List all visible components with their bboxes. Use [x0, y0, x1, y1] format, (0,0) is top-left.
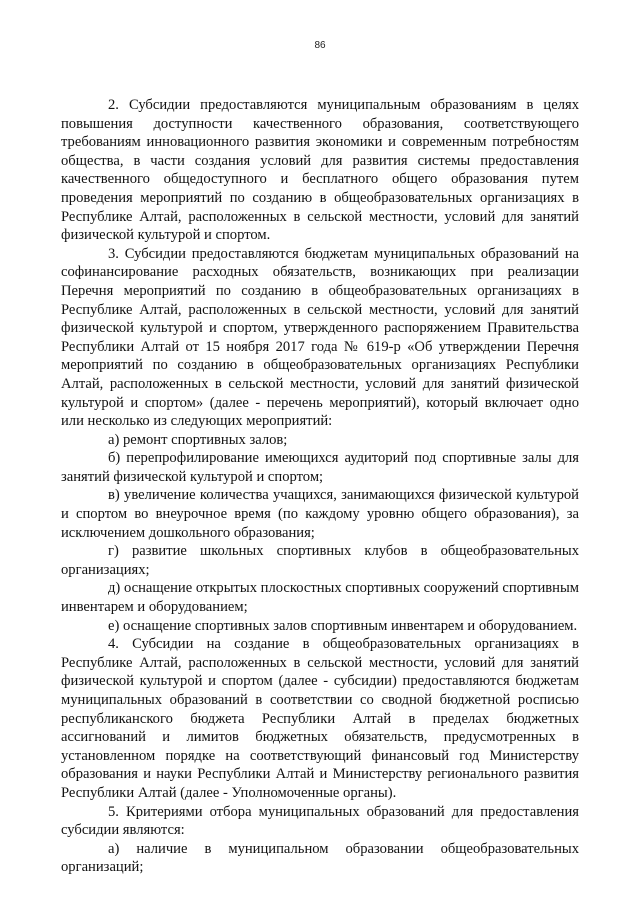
document-body: [61, 96, 579, 877]
list-item-e: е) оснащение спортивных залов спортивным инвентарем и оборудованием.: [108, 617, 578, 634]
paragraph-subsidy-purpose: 2. Субсидии предоставляются муниципальным образованиям в целях повышения доступности качественного образования, соответствующего требованиям инновационного развития экономики и современным потребностям общества, в части создания условий для развития системы предоставления качественного общедоступного и бесплатного общего образования путем проведения мероприятий по созданию в общеобразовательных организациях в Республике Алтай, расположенных в сельской местности, условий для занятий физической культурой и спортом.: [61, 97, 579, 244]
paragraph-selection-criteria: 5. Критериями отбора муниципальных образований для предоставления субсидии являются:: [61, 803, 579, 839]
paragraph-subsidy-budget: 4. Субсидии на создание в общеобразовательных организациях в Республике Алтай, расположенных в сельской местности, условий для занятий физической культурой и спортом (далее - субсидии) предоставляются бюджетам муниципальных образований в соответствии со сводной бюджетной росписью республиканского бюджета Республики Алтай в пределах бюджетных ассигнований и лимитов бюджетных обязательств, предусмотренных в установленном порядке на соответствующий финансовый год Министерству образования и науки Республики Алтай и Министерству регионального развития Республики Алтай (далее - Уполномоченные органы).: [61, 636, 579, 801]
list-item-v: в) увеличение количества учащихся, занимающихся физической культурой и спортом во внеурочное время (по каждому уровню общего образования), за исключением дошкольного образования;: [61, 487, 579, 541]
list-item-g: г) развитие школьных спортивных клубов в общеобразовательных организациях;: [61, 543, 579, 578]
paragraph-subsidy-cofinancing: 3. Субсидии предоставляются бюджетам муниципальных образований на софинансирование расходных обязательств, возникающих при реализации Перечня мероприятий по созданию в общеобразовательных организациях в Республике Алтай, расположенных в сельской местности, условий для занятий физической культурой и спортом, утвержденного распоряжением Правительства Республики Алтай от 15 ноября 2017 года № 619-р «Об утверждении Перечня мероприятий по созданию в общеобразовательных организациях Республики Алтай, расположенных в сельской местности, условий для занятий физической культурой и спортом» (далее - перечень мероприятий), который включает одно или несколько из следующих мероприятий:: [61, 245, 579, 430]
criteria-item-a: а) наличие в муниципальном образовании общеобразовательных организаций;: [61, 840, 579, 876]
list-item-d: д) оснащение открытых плоскостных спортивных сооружений спортивным инвентарем и оборудованием;: [61, 580, 579, 616]
list-item-a: а) ремонт спортивных залов;: [108, 431, 288, 448]
list-item-b: б) перепрофилирование имеющихся аудиторий под спортивные залы для занятий физической культурой и спортом;: [61, 450, 579, 485]
page-number: 86: [314, 40, 326, 51]
